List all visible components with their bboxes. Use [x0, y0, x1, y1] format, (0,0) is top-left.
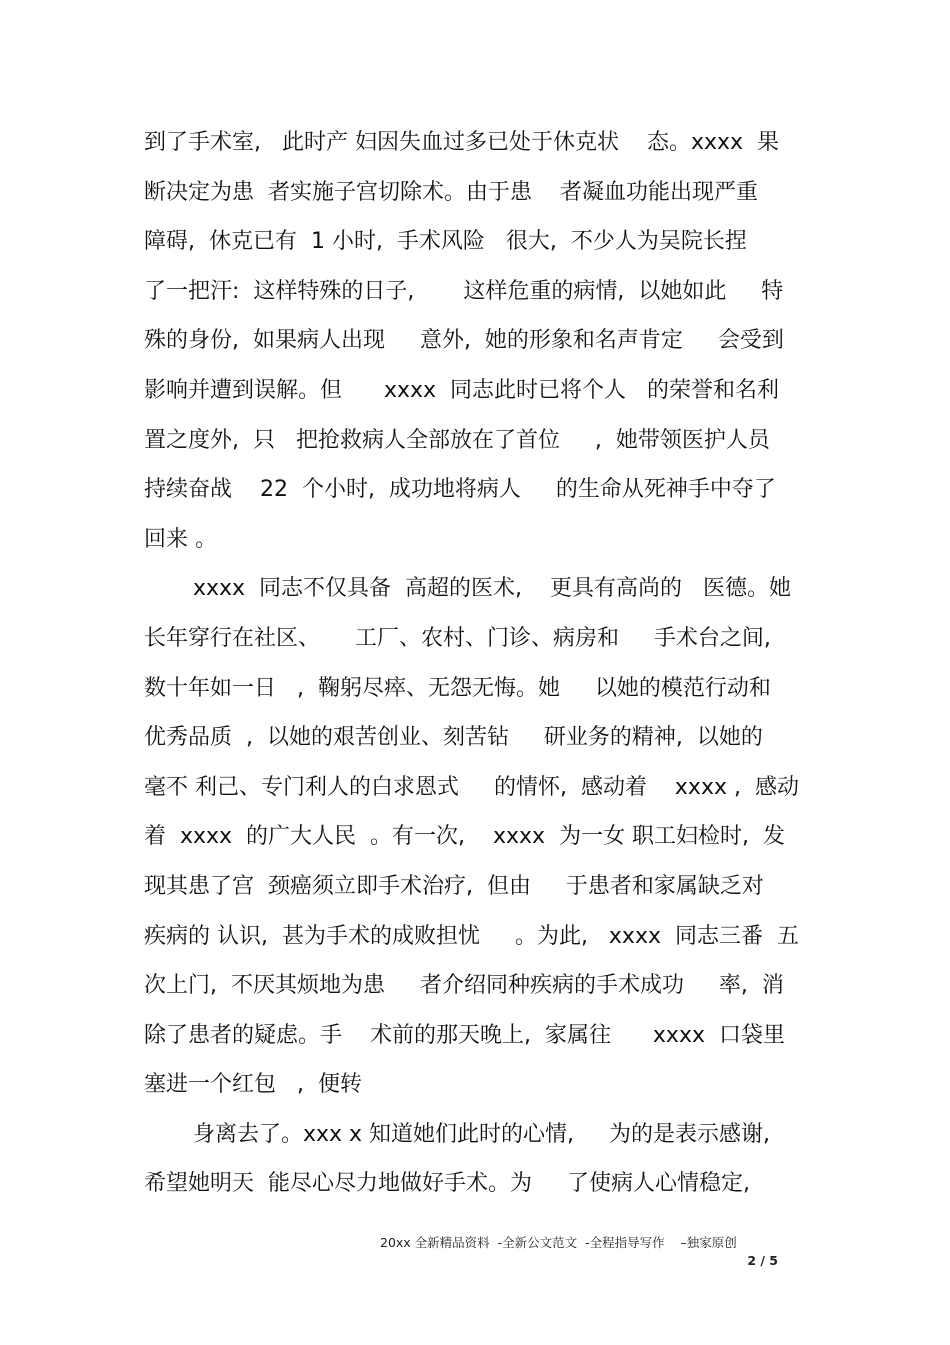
text-line: 置之度外, 只 把抢救病人全部放在了首位 , 她带领医护人员: [144, 427, 770, 453]
text-line: 影响并遭到误解。但 xxxx 同志此时已将个人 的荣誉和名利: [144, 377, 780, 403]
page-footer: 20xx 全新精品资料 -全新公文范文 -全程指导写作 –独家原创: [380, 1235, 737, 1250]
text-line: 优秀品质 , 以她的艰苦创业、刻苦钻 研业务的精神, 以她的: [144, 725, 763, 751]
text-line: 长年穿行在社区、 工厂、农村、门诊、病房和 手术台之间,: [144, 625, 771, 651]
text-line: 次上门, 不厌其烦地为患 者介绍同种疾病的手术成功 率, 消: [144, 973, 784, 999]
text-line: 到了手术室, 此时产 妇因失血过多已处于休克状 态。xxxx 果: [144, 130, 780, 155]
body-text: [144, 118, 824, 1209]
text-line: 殊的身份, 如果病人出现 意外, 她的形象和名声肯定 会受到: [144, 328, 784, 354]
text-line: 希望她明天 能尽心尽力地做好手术。为 了使病人心情稳定,: [144, 1171, 750, 1197]
text-line: 断决定为患 者实施子宫切除术。由于患 者凝血功能出现严重: [144, 179, 758, 205]
text-line: 毫不 利己、专门利人的白求恩式 的情怀, 感动着 xxxx , 感动: [144, 774, 799, 800]
text-line: 身离去了。xxx x 知道她们此时的心情, 为的是表示感谢,: [144, 1121, 770, 1147]
page-number: 2 / 5: [747, 1253, 778, 1268]
text-line: 数十年如一日 , 鞠躬尽瘁、无怨无悔。她 以她的模范行动和: [144, 675, 771, 701]
text-line: 塞进一个红包 , 便转: [144, 1072, 362, 1098]
text-line: 回来 。: [144, 526, 217, 552]
text-line: 着 xxxx 的广大人民 。有一次, xxxx 为一女 职工妇检时, 发: [144, 824, 786, 850]
text-line: 除了患者的疑虑。手 术前的那天晚上, 家属往 xxxx 口袋里: [144, 1022, 785, 1048]
text-line: xxxx 同志不仅具备 高超的医术, 更具有高尚的 医德。她: [144, 576, 791, 602]
text-line: 了一把汗: 这样特殊的日子, 这样危重的病情, 以她如此 特: [144, 278, 784, 304]
text-line: 疾病的 认识, 甚为手术的成败担忧 。为此, xxxx 同志三番 五: [144, 923, 799, 949]
text-line: 现其患了宫 颈癌须立即手术治疗, 但由 于患者和家属缺乏对: [144, 873, 764, 899]
text-line: 障碍, 休克已有 1 小时, 手术风险 很大, 不少人为吴院长捏: [144, 229, 747, 255]
text-line: 持续奋战 22 个小时, 成功地将病人 的生命从死神手中夺了: [144, 477, 776, 503]
